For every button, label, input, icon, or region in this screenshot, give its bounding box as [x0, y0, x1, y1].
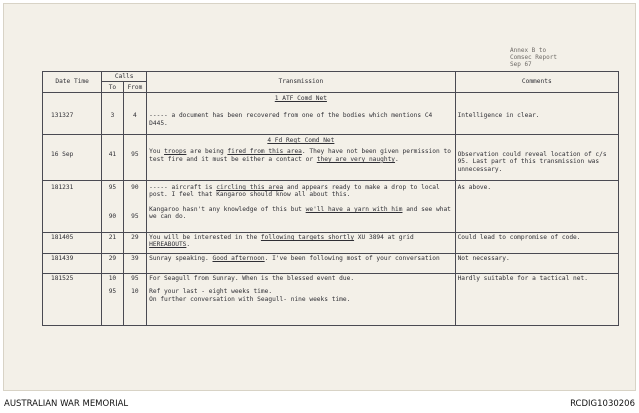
archive-credit: AUSTRALIAN WAR MEMORIAL [4, 399, 129, 409]
header-to: To [102, 82, 123, 93]
section-heading: 4 Fd Regt Comd Net [267, 137, 335, 144]
row-call-from: 95 [131, 213, 139, 221]
annex-line: Sep 67 [510, 61, 532, 68]
annex-line: Annex B to [510, 47, 547, 54]
row-call-to: 29 [108, 255, 117, 262]
row-transmission: ----- aircraft is circling this area and appears ready to make a drop to local post. I feel that Kangaroo should know all about this. [149, 184, 440, 199]
archive-reference: RCDIG1030206 [570, 399, 635, 409]
row-transmission: You will be interested in the following targets shortly XU 3894 at grid HEREABOUTS. [149, 234, 414, 249]
table-row [43, 135, 619, 181]
table-row [43, 274, 619, 326]
row-call-to: 95 [108, 288, 117, 296]
section-heading: 1 ATF Comd Net [274, 95, 327, 102]
row-comment: Could lead to compromise of code. [457, 234, 581, 241]
table-row [43, 93, 619, 135]
row-call-to: 3 [110, 112, 115, 119]
row-call-from: 95 [131, 275, 139, 282]
row-transmission: On further conversation with Seagull- nine weeks time. [149, 295, 351, 303]
row-call-to: 41 [108, 151, 117, 158]
row-call-from: 39 [131, 255, 139, 262]
header-from: From [123, 82, 147, 93]
row-dtg: 181439 [51, 255, 74, 262]
header-date-time: Date Time [43, 72, 102, 93]
header-transmission: Transmission [147, 72, 455, 93]
row-call-from: 10 [131, 288, 139, 296]
header-row [43, 72, 619, 82]
row-call-from: 29 [131, 234, 139, 241]
header-comments: Comments [455, 72, 618, 93]
header-calls: Calls [102, 72, 147, 82]
row-comment: Hardly suitable for a tactical net. [457, 275, 588, 282]
row-comment: Intelligence in clear. [457, 112, 540, 119]
row-dtg: 181405 [51, 234, 74, 241]
table-row [43, 233, 619, 254]
table-row [43, 254, 619, 274]
row-dtg: 181231 [51, 184, 74, 191]
row-call-to: 90 [108, 213, 117, 221]
row-comment: Not necessary. [457, 255, 510, 262]
row-comment: Observation could reveal location of c/s 95. Last part of this transmission was unnecessary. [457, 151, 607, 173]
row-call-to: 10 [108, 275, 117, 282]
row-transmission: Kangaroo hasn't any knowledge of this but we'll have a yarn with him and see what we can do. [149, 205, 451, 221]
row-dtg: 181525 [51, 275, 74, 282]
row-transmission: You troops are being fired from this area. They have not been given permission to test fire and it must be either a contact or they are very naughty. [149, 148, 451, 163]
row-call-to: 21 [108, 234, 117, 241]
document-page [3, 3, 636, 391]
row-comment: As above. [457, 184, 492, 191]
annex-reference [510, 47, 590, 68]
table-row [43, 181, 619, 233]
annex-line: Comsec Report [510, 54, 557, 61]
row-dtg: 131327 [51, 112, 74, 119]
row-call-to: 95 [108, 184, 117, 191]
row-call-from: 95 [131, 151, 139, 158]
row-transmission: Sunray speaking. Good afternoon. I've been following most of your conversation [149, 255, 440, 262]
row-transmission: Ref your last - eight weeks time. [149, 288, 273, 296]
row-dtg: 16 Sep [51, 151, 74, 158]
row-transmission: ----- a document has been recovered from one of the bodies which mentions C4 D445. [149, 112, 433, 127]
row-call-from: 90 [131, 184, 139, 191]
row-call-from: 4 [133, 112, 137, 119]
transmission-log-table [42, 71, 619, 326]
row-transmission: For Seagull from Sunray. When is the blessed event due. [149, 275, 355, 282]
